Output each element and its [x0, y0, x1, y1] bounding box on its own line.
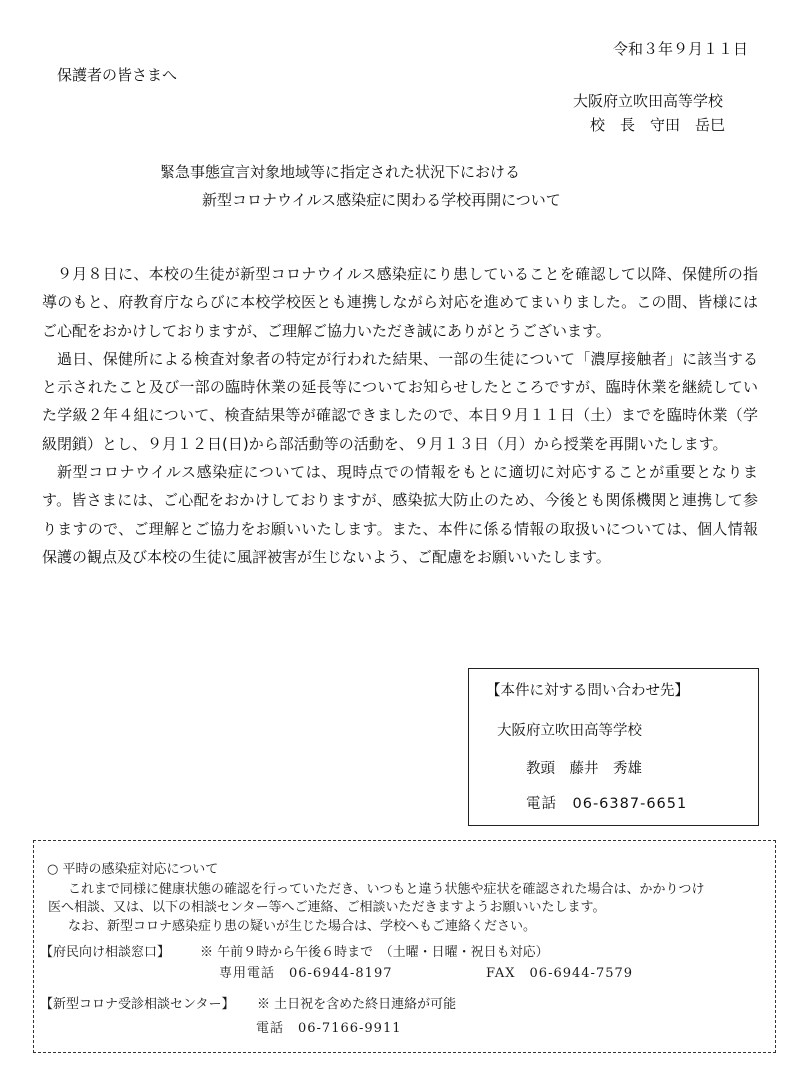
body-paragraph-1: ９月８日に、本校の生徒が新型コロナウイルス感染症にり患していることを確認して以降、保健所の指導のもと、府教育庁ならびに本校学校医とも連携しながら対応を進めてまいりました。この間、皆様にはご心配をおかけしておりますが、ご理解ご協力いただき誠にありがとうございます。: [42, 265, 758, 340]
contact-phone: 電話 06-6387-6651: [526, 796, 688, 812]
contact-school: 大阪府立吹田高等学校: [497, 723, 642, 739]
school-name: 大阪府立吹田高等学校: [573, 92, 724, 110]
document-title-line1: 緊急事態宣言対象地域等に指定された状況下における: [160, 163, 521, 181]
consultation-notice-box: [33, 840, 776, 1053]
body-paragraph-3: 新型コロナウイルス感染症については、現時点での情報をもとに適切に対応することが重要となります。皆さまには、ご心配をおかけしておりますが、感染拡大防止のため、今後とも関係機関と連携して参りますので、ご理解とご協力をお願いいたします。また、本件に係る情報の取扱いについては、個人情報保護の観点及び本校の生徒に風評被害が生じないよう、ご配慮をお願いいたします。: [42, 463, 758, 566]
addressee: 保護者の皆さまへ: [57, 66, 178, 84]
contact-box: [468, 668, 759, 826]
covid-center-availability: ※ 土日祝を含めた終日連絡が可能: [257, 997, 457, 1012]
contact-person: 教頭 藤井 秀雄: [526, 761, 642, 777]
body-paragraph-2: 過日、保健所による検査対象者の特定が行われた結果、一部の生徒について「濃厚接触者」に該当すると示されたこと及び一部の臨時休業の延長等についてお知らせしたところですが、臨時休業を継続していた学級２年４組について、検査結果等が確認できましたので、本日９月１１日（土）までを臨時休業（学級閉鎖）とし、９月１２日(日)から部活動等の活動を、９月１３日（月）から授業を再開いたします。: [42, 349, 758, 453]
public-consultation-hours: ※ 午前９時から午後６時まで （土曜・日曜・祝日も対応）: [200, 945, 549, 960]
document-title-line2: 新型コロナウイルス感染症に関わる学校再開について: [202, 191, 561, 209]
public-consultation-phone: 専用電話 06-6944-8197: [219, 966, 393, 981]
document-date: 令和３年９月１１日: [612, 40, 748, 58]
notice-text-line3: なお、新型コロナ感染症り患の疑いが生じた場合は、学校へもご連絡ください。: [68, 919, 537, 934]
notice-heading: ○ 平時の感染症対応について: [47, 862, 219, 877]
principal-name: 校 長 守田 岳巳: [590, 116, 726, 134]
notice-text-line1: これまで同様に健康状態の確認を行っていただき、いつもと違う状態や症状を確認された場合は、かかりつけ: [68, 882, 705, 897]
public-consultation-fax: FAX 06-6944-7579: [486, 966, 634, 981]
body-text: [42, 260, 758, 571]
notice-text-line2: 医へ相談、又は、以下の相談センター等へご連絡、ご相談いただきますようお願いいたします。: [48, 900, 606, 915]
public-consultation-label: 【府民向け相談窓口】: [40, 945, 171, 960]
covid-center-label: 【新型コロナ受診相談センター】: [40, 997, 235, 1012]
contact-heading: 【本件に対する問い合わせ先】: [486, 683, 689, 699]
covid-center-phone: 電話 06-7166-9911: [256, 1021, 402, 1036]
